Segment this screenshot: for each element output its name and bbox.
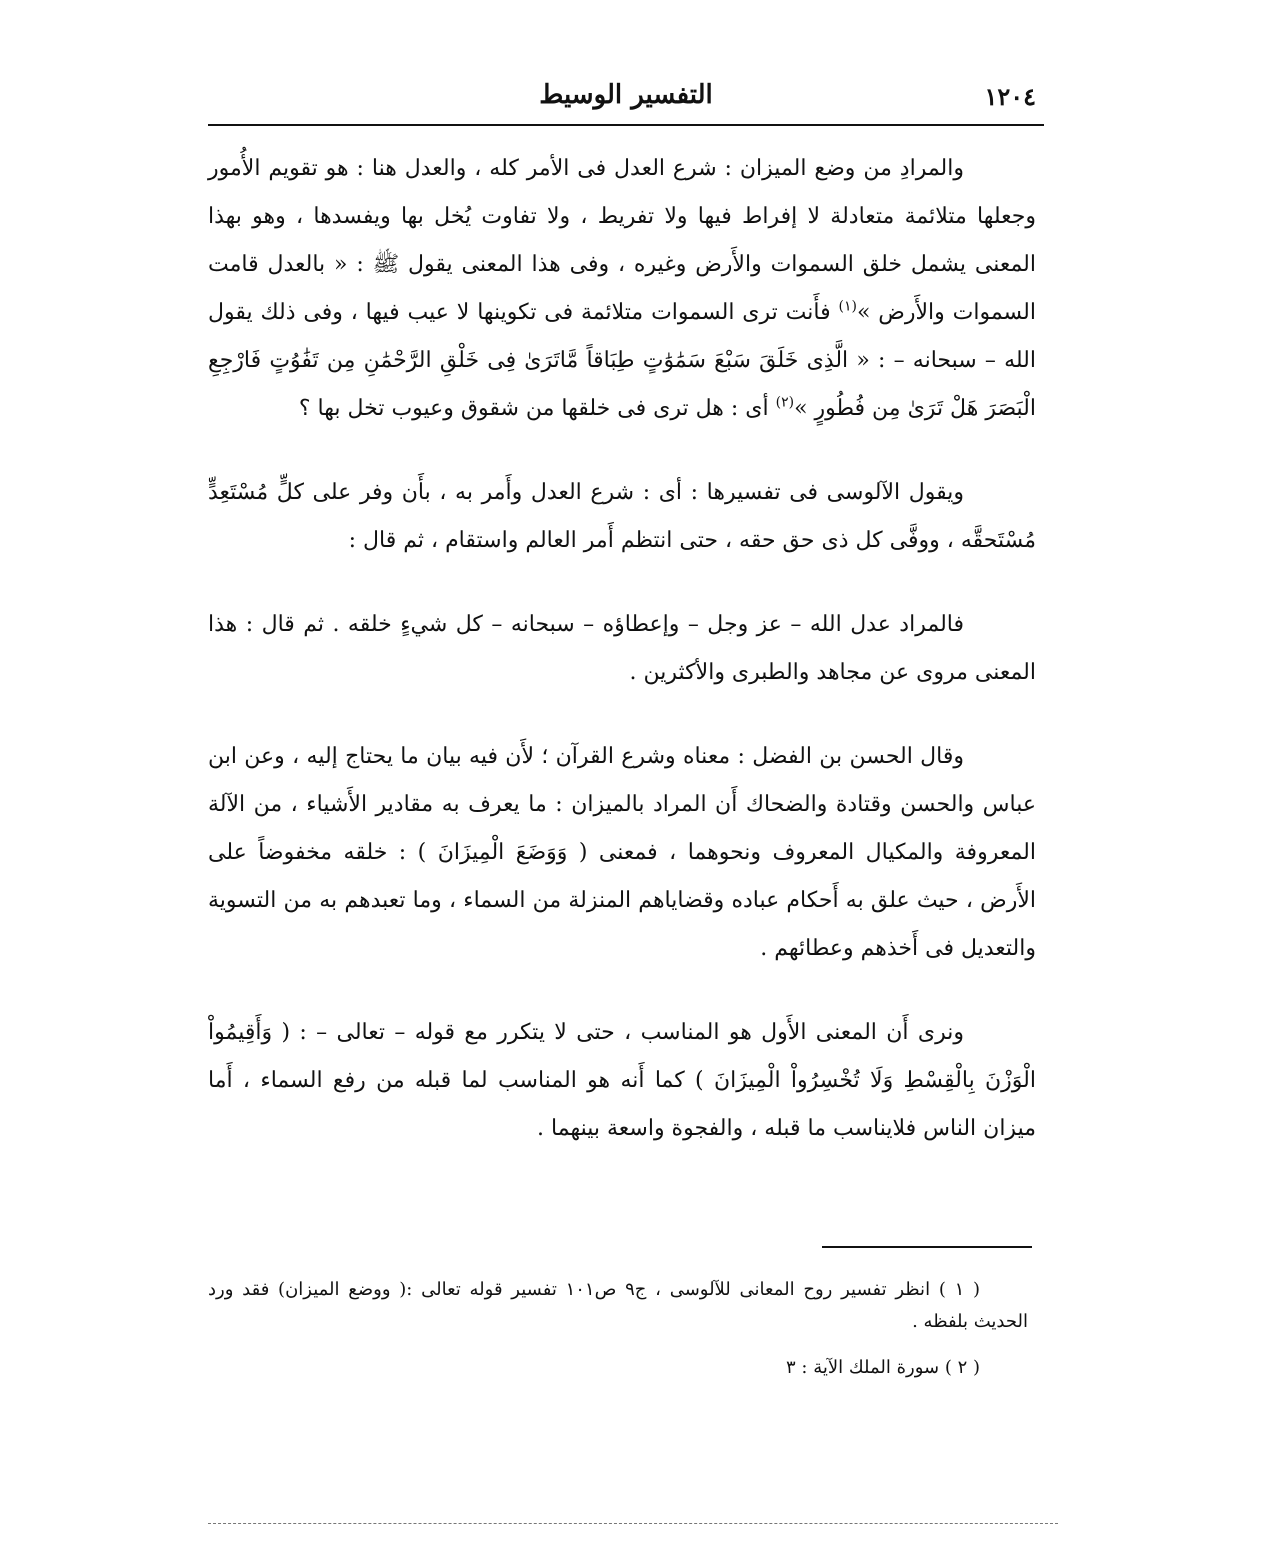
page-bottom-edge	[208, 1523, 1058, 1524]
footnote-1: ( ١ ) انظر تفسير روح المعانى للآلوسى ، ج٩ ص١٠١ تفسير قوله تعالى :( ووضع الميزان) فقد ورد الحديث بلفظه .	[208, 1279, 1028, 1332]
paragraph-3: فالمراد عدل الله – عز وجل – وإعطاؤه – سبحانه – كل شيءٍ خلقه . ثم قال : هذا المعنى مروى عن مجاهد والطبرى والأكثرين .	[208, 612, 1036, 685]
paragraph-1-text: والمرادِ من وضع الميزان : شرع العدل فى الأمر كله ، والعدل هنا : هو تقويم الأُمور وجعلها متلائمة متعادلة لا إفراط فيها ولا تفريط ، ولا تفاوت يُخل بها ويفسدها ، وهو بهذا المعنى يشمل خلق السموات والأَرض وغيره ، وفى هذا المعنى يقول ﷺ : « بالعدل قامت السموات والأَرض »	[208, 156, 1036, 325]
footnote-ref-1: (١)	[838, 298, 857, 315]
footnotes	[208, 1274, 1028, 1398]
footnote-ref-2: (٢)	[775, 394, 795, 411]
paragraph-4: وقال الحسن بن الفضل : معناه وشرع القرآن ؛ لأَن فيه بيان ما يحتاج إليه ، وعن ابن عباس والحسن وقتادة والضحاك أَن المراد بالميزان : ما يعرف به مقادير الأَشياء ، من الآلة المعروفة والمكيال المعروف ونحوهما ، فمعنى ( وَوَضَعَ الْمِيزَانَ ) : خلقه مخفوضاً على الأَرض ، حيث علق به أَحكام عباده وقضاياهم المنزلة من السماء ، وما تعبدهم به من التسوية والتعديل فى أَخذهم وعطائهم .	[208, 744, 1036, 961]
page-number: ١٢٠٤	[984, 82, 1036, 111]
main-text	[208, 145, 1036, 1189]
paragraph-1-text-end: أى : هل ترى فى خلقها من شقوق وعيوب تخل بها ؟	[298, 396, 769, 421]
paragraph-1	[208, 145, 1036, 433]
page-header	[208, 78, 1044, 126]
paragraph-5: ونرى أَن المعنى الأَول هو المناسب ، حتى لا يتكرر مع قوله – تعالى – : ( وَأَقِيمُواْ الْوَزْنَ بِالْقِسْطِ وَلَا تُخْسِرُواْ الْمِيزَانَ ) كما أَنه هو المناسب لما قبله من رفع السماء ، أَما ميزان الناس فلايناسب ما قبله ، والفجوة واسعة بينهما .	[208, 1020, 1036, 1141]
footnote-2: ( ٢ ) سورة الملك الآية : ٣	[786, 1357, 980, 1378]
running-title: التفسير الوسيط	[539, 80, 713, 110]
footnote-divider	[822, 1246, 1032, 1248]
paragraph-1-text-after: فأَنت ترى السموات متلائمة فى تكوينها لا عيب فيها ، وفى ذلك يقول الله – سبحانه – : « الَّذِى خَلَقَ سَبْعَ سَمَٰوَٰتٍ طِبَاقاً مَّاتَرَىٰ فِى خَلْقِ الرَّحْمَٰنِ مِن تَفَٰوُتٍ فَارْجِعِ الْبَصَرَ هَلْ تَرَىٰ مِن فُطُورٍ »	[208, 300, 1036, 421]
paragraph-2: ويقول الآلوسى فى تفسيرها : أى : شرع العدل وأَمر به ، بأَن وفر على كلٍّ مُسْتَعِدٍّ مُسْتَحقَّه ، ووفَّى كل ذى حق حقه ، حتى انتظم أَمر العالم واستقام ، ثم قال :	[208, 480, 1036, 553]
